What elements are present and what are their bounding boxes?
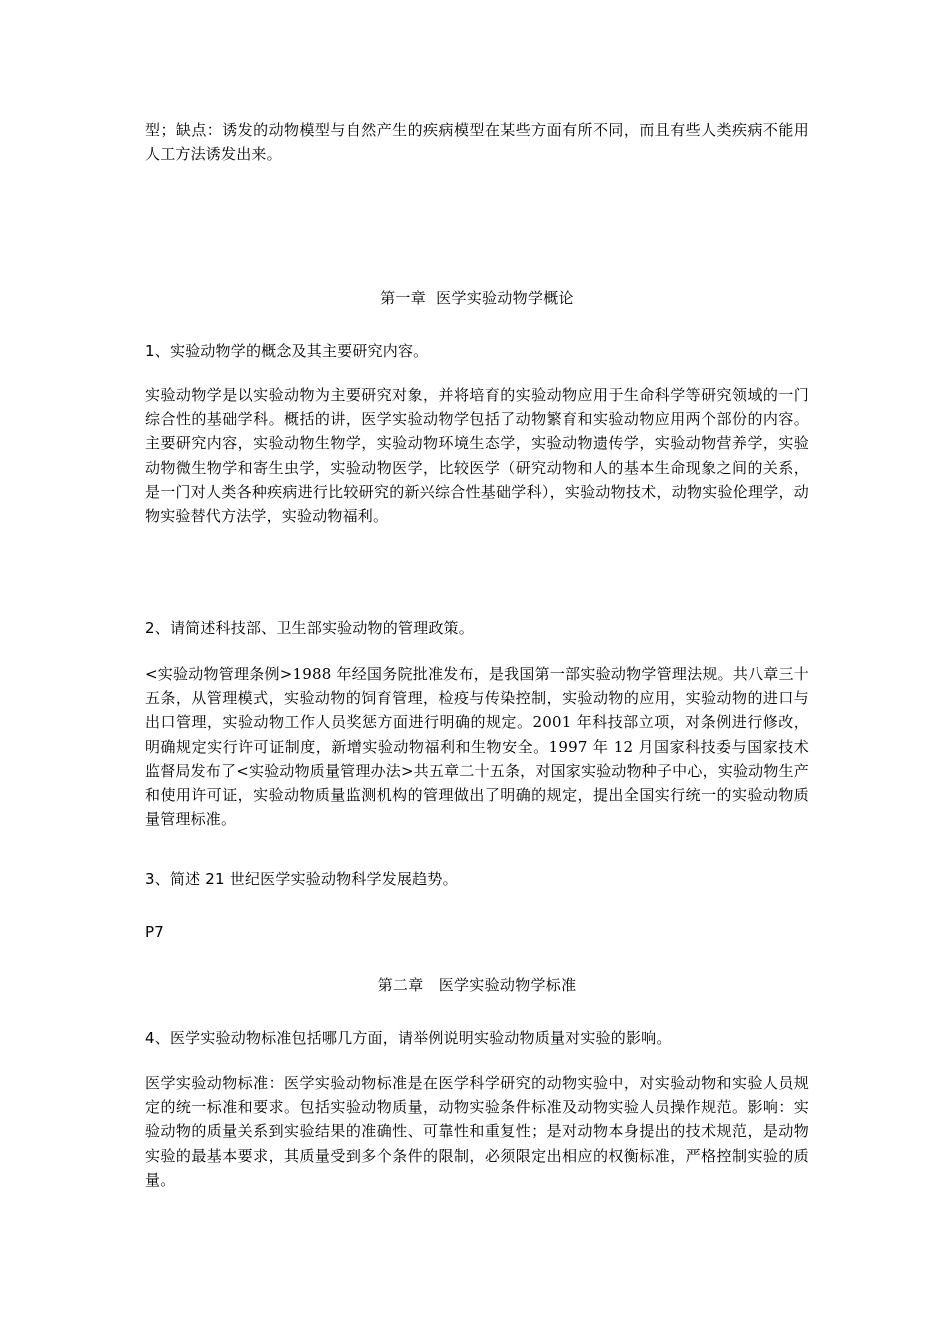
question-1: 1、实验动物学的概念及其主要研究内容。	[145, 342, 429, 360]
chapter-1-title: 第一章 医学实验动物学概论	[380, 289, 574, 307]
chapter-2-title: 第二章 医学实验动物学标准	[377, 976, 577, 994]
question-4: 4、医学实验动物标准包括哪几方面，请举例说明实验动物质量对实验的影响。	[145, 1029, 672, 1047]
answer-1-paragraph: 实验动物学是以实验动物为主要研究对象，并将培育的实验动物应用于生命科学等研究领域的一门综合性的基础学科。概括的讲，医学实验动物学包括了动物繁育和实验动物应用两个部份的内容。主要研究内容，实验动物生物学，实验动物环境生态学，实验动物遗传学，实验动物营养学，实验动物微生物学和寄生虫学，实验动物医学，比较医学（研究动物和人的基本生命现象之间的关系，是一门对人类各种疾病进行比较研究的新兴综合性基础学科），实验动物技术，动物实验伦理学，动物实验替代方法学，实验动物福利。	[145, 386, 809, 526]
intro-fragment-paragraph: 型；缺点：诱发的动物模型与自然产生的疾病模型在某些方面有所不同，而且有些人类疾病不能用人工方法诱发出来。	[145, 121, 809, 164]
answer-4-paragraph: 医学实验动物标准：医学实验动物标准是在医学科学研究的动物实验中，对实验动物和实验人员规定的统一标准和要求。包括实验动物质量，动物实验条件标准及动物实验人员操作规范。影响：实验动物的质量关系到实验结果的准确性、可靠性和重复性；是对动物本身提出的技术规范，是动物实验的最基本要求，其质量受到多个条件的限制，必须限定出相应的权衡标准，严格控制实验的质量。	[145, 1074, 809, 1189]
question-2: 2、请简述科技部、卫生部实验动物的管理政策。	[145, 619, 474, 637]
question-3: 3、简述 21 世纪医学实验动物科学发展趋势。	[145, 870, 458, 888]
answer-2-paragraph: <实验动物管理条例>1988 年经国务院批准发布，是我国第一部实验动物学管理法规。共八章三十五条，从管理模式，实验动物的饲育管理，检疫与传染控制，实验动物的应用，实验动物的进口与出口管理，实验动物工作人员奖惩方面进行明确的规定。2001 年科技部立项，对条例进行修改，明确规定实行许可证制度，新增实验动物福利和生物安全。1997 年 12 月国家科技委与国家技术监督局发布了<实验动物质量管理办法>共五章二十五条，对国家实验动物种子中心，实验动物生产和使用许可证，实验动物质量监测机构的管理做出了明确的规定，提出全国实行统一的实验动物质量管理标准。	[145, 665, 809, 829]
page-reference: P7	[145, 923, 164, 941]
